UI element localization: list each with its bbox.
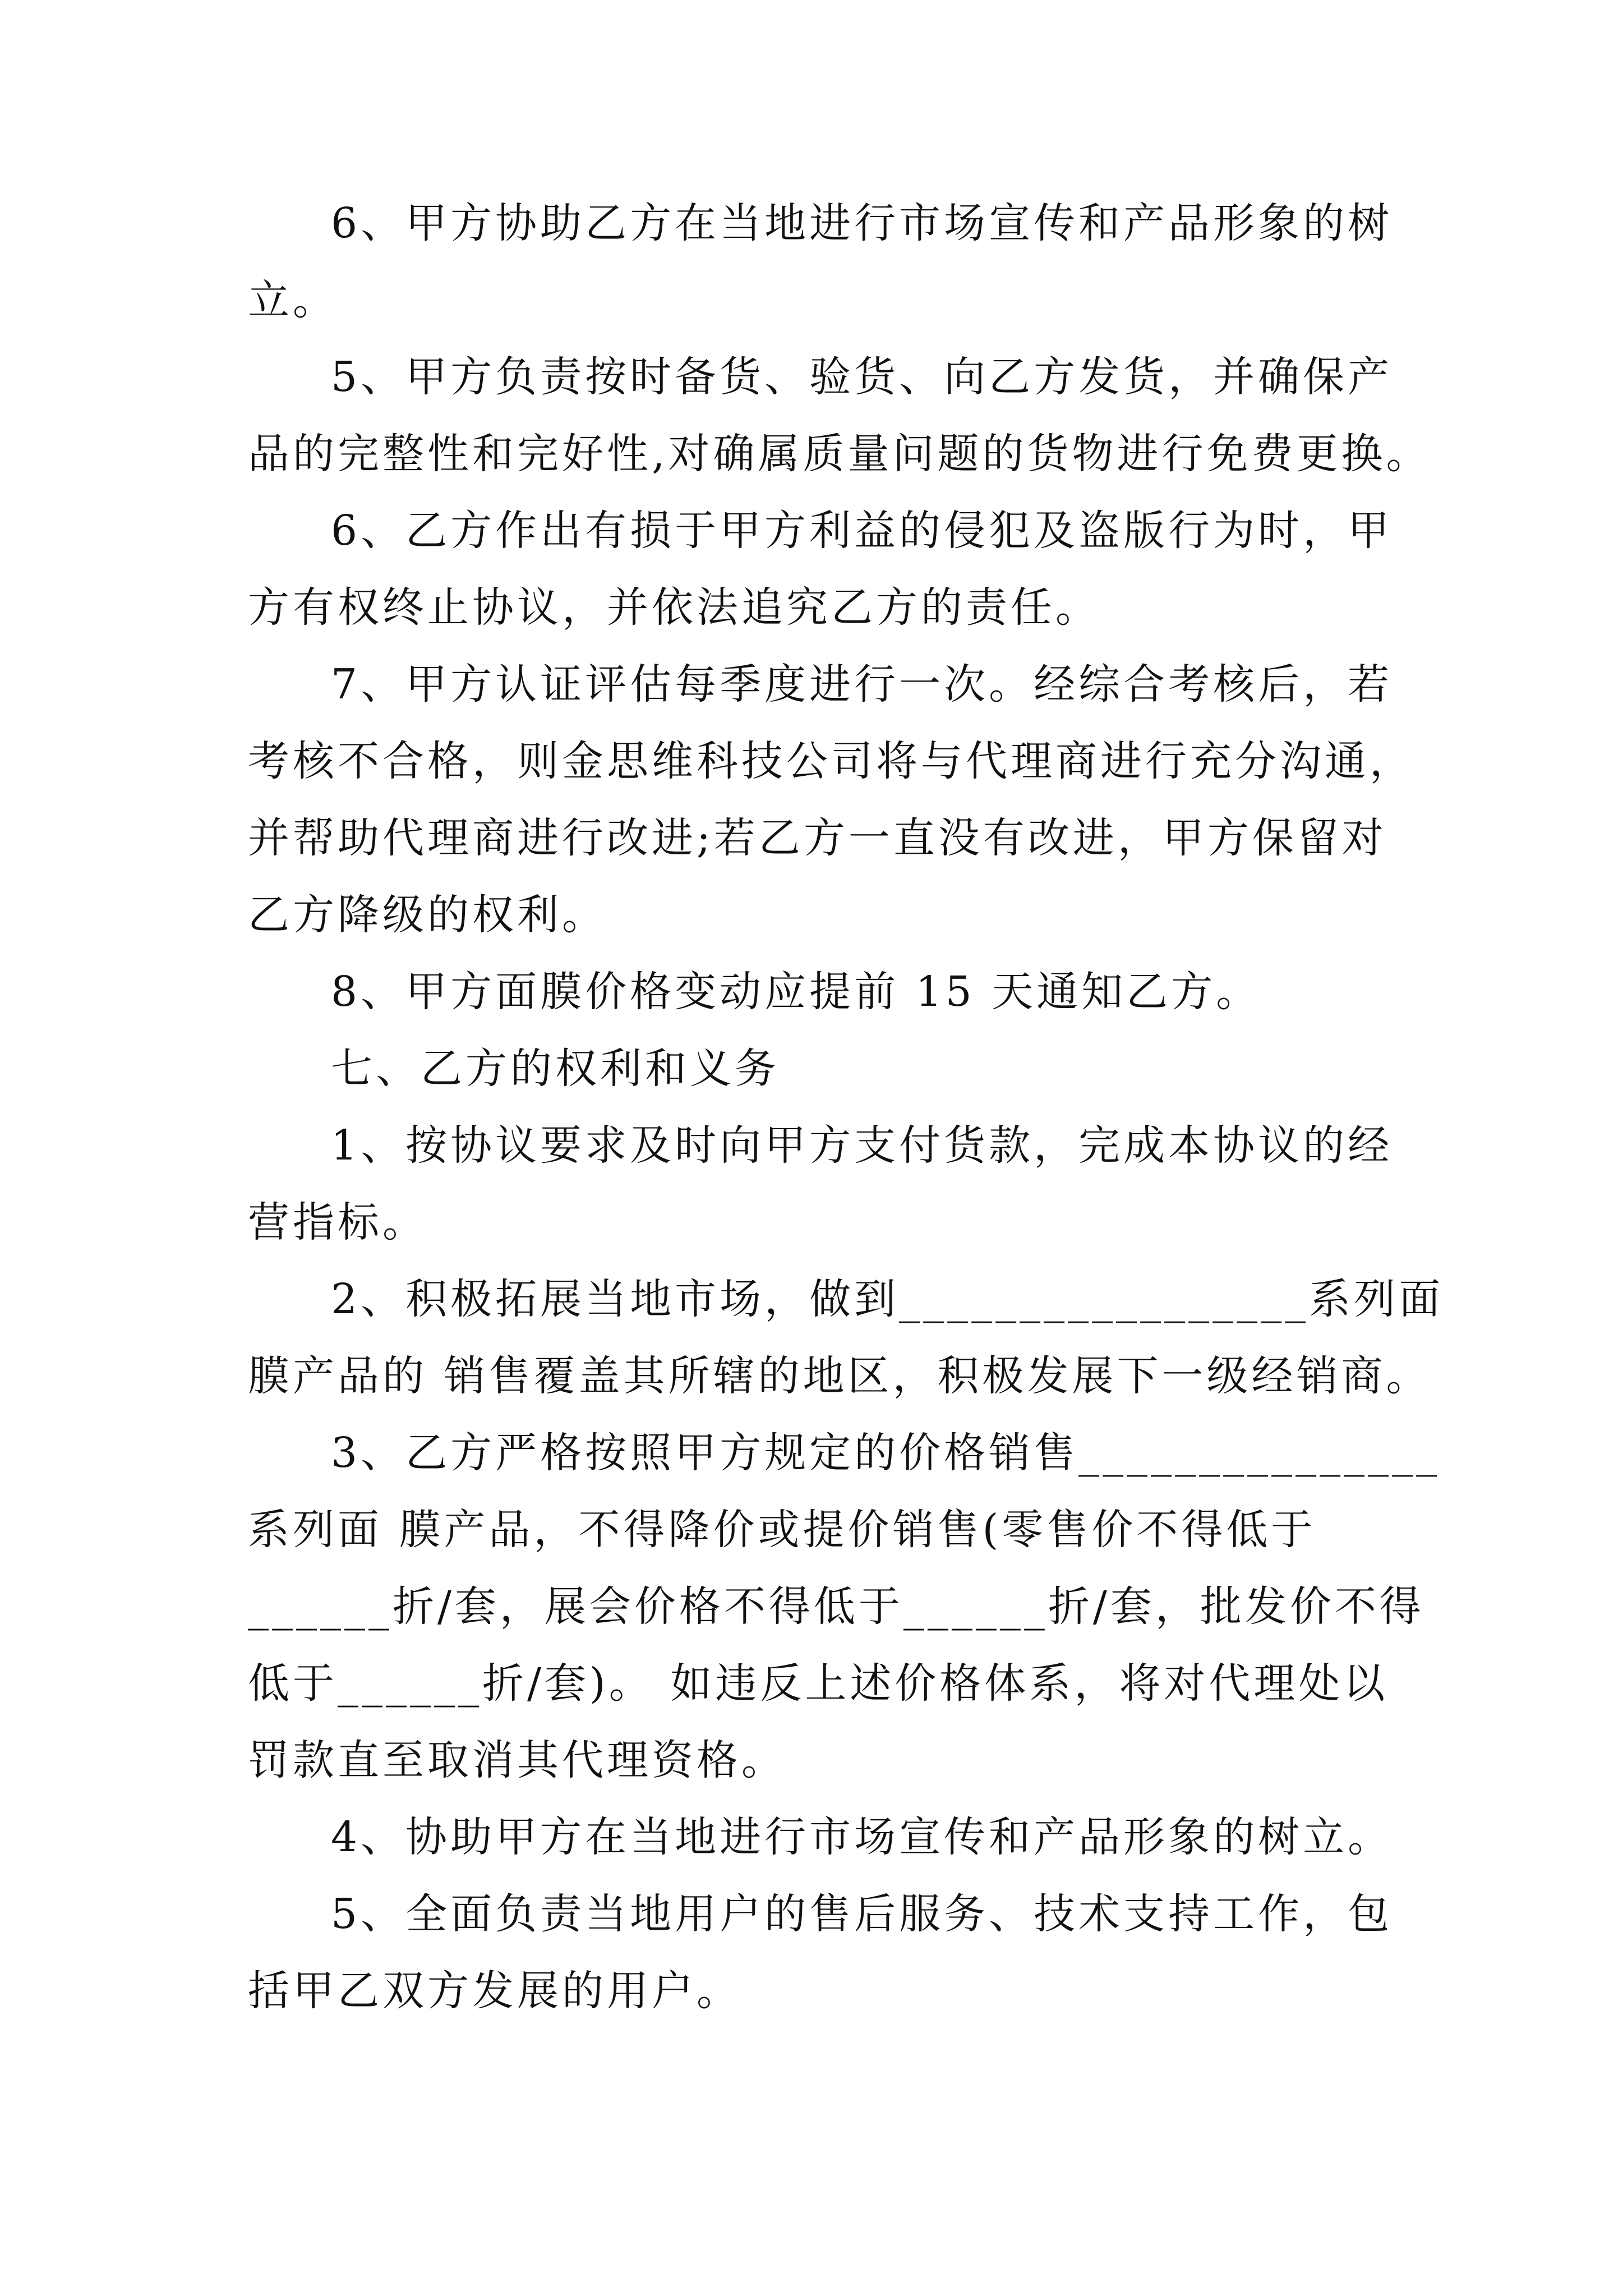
paragraph-line: 3、乙方严格按照甲方规定的价格销售_______________ xyxy=(331,1429,1441,1477)
paragraph-line: 膜产品的 销售覆盖其所辖的地区，积极发展下一级经销商。 xyxy=(248,1352,1431,1400)
paragraph-line: 低于______折/套)。 如违反上述价格体系，将对代理处以 xyxy=(248,1659,1389,1708)
paragraph-line: 5、全面负责当地用户的售后服务、技术支持工作，包 xyxy=(331,1890,1393,1938)
paragraph-line: 营指标。 xyxy=(248,1198,427,1246)
paragraph-line: 考核不合格，则金思维科技公司将与代理商进行充分沟通， xyxy=(248,737,1414,785)
paragraph-line: 1、按协议要求及时向甲方支付货款，完成本协议的经 xyxy=(331,1121,1393,1170)
paragraph-line: 立。 xyxy=(248,276,338,324)
paragraph-line: 2、积极拓展当地市场，做到_________________系列面 xyxy=(331,1275,1444,1323)
paragraph-line: 品的完整性和完好性,对确属质量问题的货物进行免费更换。 xyxy=(248,430,1431,478)
paragraph-line: 括甲乙双方发展的用户。 xyxy=(248,1967,741,2015)
paragraph-line: 6、甲方协助乙方在当地进行市场宣传和产品形象的树 xyxy=(331,199,1393,247)
section-heading: 七、乙方的权利和义务 xyxy=(331,1045,780,1093)
paragraph-line: 4、协助甲方在当地进行市场宣传和产品形象的树立。 xyxy=(331,1813,1393,1861)
paragraph-line: 7、甲方认证评估每季度进行一次。经综合考核后，若 xyxy=(331,660,1393,708)
paragraph-line: ______折/套，展会价格不得低于______折/套，批发价不得 xyxy=(248,1582,1424,1631)
paragraph-line: 罚款直至取消其代理资格。 xyxy=(248,1736,786,1784)
paragraph-line: 6、乙方作出有损于甲方利益的侵犯及盗版行为时，甲 xyxy=(331,507,1393,555)
document-body xyxy=(248,185,1444,2030)
paragraph-line: 8、甲方面膜价格变动应提前 15 天通知乙方。 xyxy=(331,968,1261,1016)
paragraph-line: 方有权终止协议，并依法追究乙方的责任。 xyxy=(248,583,1100,632)
paragraph-line: 系列面 膜产品，不得降价或提价销售(零售价不得低于 xyxy=(248,1506,1316,1554)
paragraph-line: 乙方降级的权利。 xyxy=(248,891,607,939)
paragraph-line: 5、甲方负责按时备货、验货、向乙方发货，并确保产 xyxy=(331,353,1393,401)
paragraph-line: 并帮助代理商进行改进;若乙方一直没有改进，甲方保留对 xyxy=(248,814,1387,862)
